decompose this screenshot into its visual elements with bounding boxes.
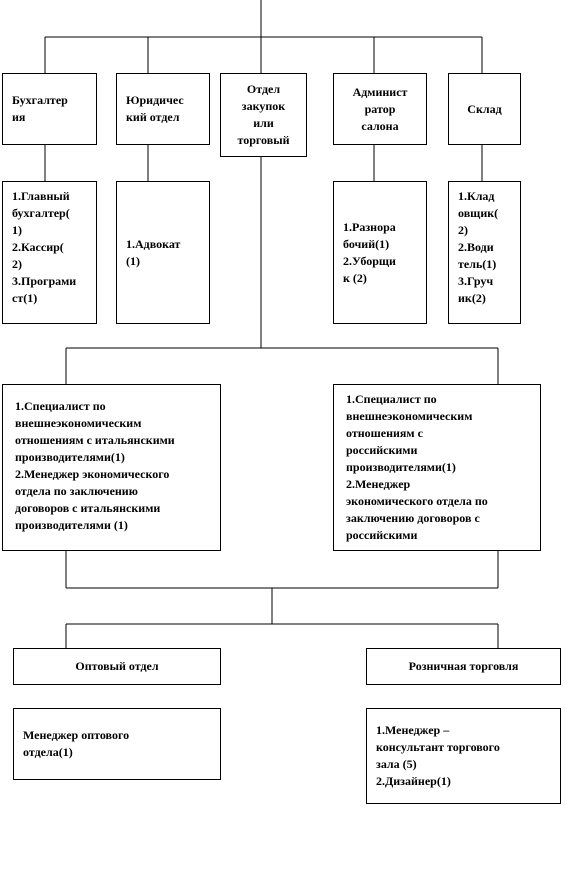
staff-retail-text: 1.Менеджер – консультант торгового зала (5) 2.Дизайнер(1) <box>376 723 500 788</box>
department-purchasing-title: Отдел закупок или торговый <box>237 82 290 147</box>
specialists-italian-text: 1.Специалист по внешнеэкономическим отношениям с итальянскими производителями(1) 2.Менеджер экономического отдела по заключению договоров с итальянскими производителями (1) <box>15 399 175 532</box>
department-administrator <box>333 73 427 145</box>
staff-wholesale <box>13 708 221 780</box>
staff-administrator-text: 1.Разнора бочий(1) 2.Уборщи к (2) <box>343 219 396 285</box>
department-wholesale-title: Оптовый отдел <box>75 659 159 673</box>
staff-legal <box>116 181 210 324</box>
staff-legal-text: 1.Адвокат (1) <box>126 236 181 268</box>
department-wholesale <box>13 648 221 685</box>
specialists-italian <box>2 384 221 551</box>
staff-wholesale-text: Менеджер оптового отдела(1) <box>23 728 130 759</box>
staff-warehouse <box>448 181 521 324</box>
staff-administrator <box>333 181 427 324</box>
department-retail <box>366 648 561 685</box>
specialists-russian-text: 1.Специалист по внешнеэкономическим отношениям с российскими производителями(1) 2.Менеджер экономического отдела по заключению договоров с российскими <box>346 392 488 542</box>
department-legal-title: Юридичес кий отдел <box>126 93 184 124</box>
specialists-russian <box>333 384 541 551</box>
department-accounting-title: Бухгалтер ия <box>12 93 68 124</box>
department-retail-title: Розничная торговля <box>408 659 519 673</box>
staff-retail <box>366 708 561 804</box>
department-warehouse-title: Склад <box>467 101 502 116</box>
department-administrator-title: Админист ратор салона <box>352 84 408 133</box>
staff-accounting <box>2 181 97 324</box>
department-legal <box>116 73 210 145</box>
department-accounting <box>2 73 97 145</box>
department-warehouse <box>448 73 521 145</box>
department-purchasing <box>220 73 307 157</box>
staff-accounting-text: 1.Главный бухгалтер( 1) 2.Кассир( 2) 3.Програми ст(1) <box>12 189 77 305</box>
staff-warehouse-text: 1.Клад овщик( 2) 2.Води тель(1) 3.Груч ик(2) <box>458 189 499 305</box>
